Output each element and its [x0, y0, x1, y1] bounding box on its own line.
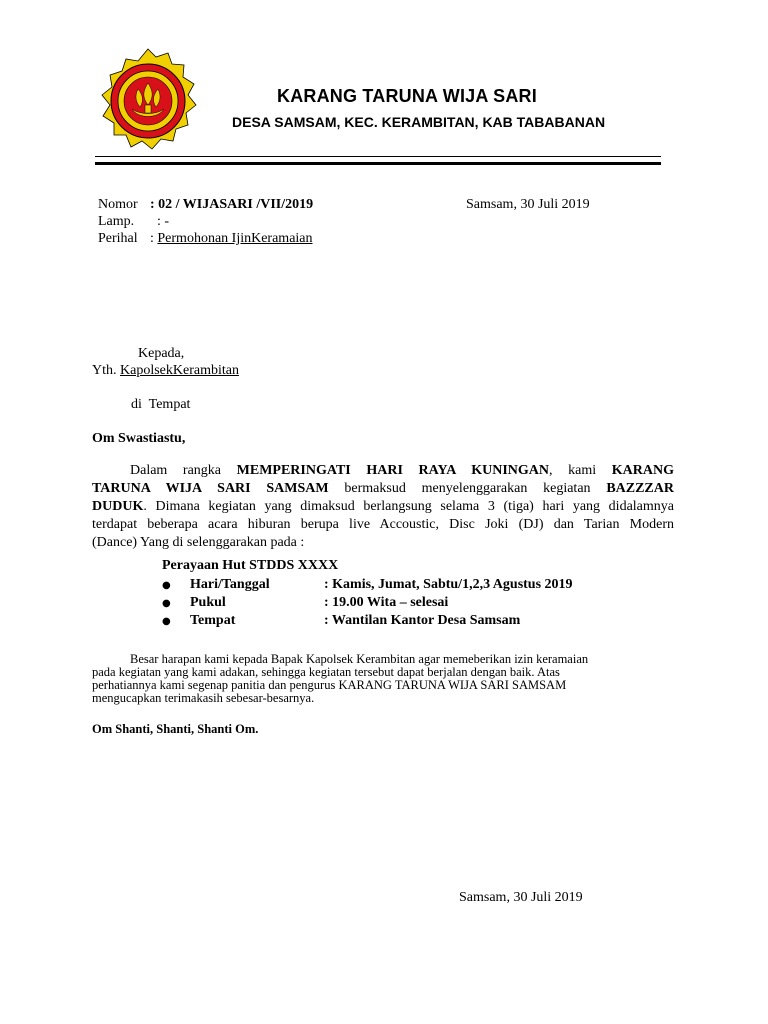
kepada-label: Kepada, [138, 346, 185, 361]
para2-line-4: mengucapkan terimakasih sebesar-besarnya. [92, 691, 315, 705]
letter-date-bottom: Samsam, 30 Juli 2019 [459, 890, 583, 905]
bullet-icon: ● [162, 597, 171, 609]
event-title: Perayaan Hut STDDS XXXX [162, 558, 339, 573]
header-divider-thin [95, 156, 661, 157]
nomor-label: Nomor [98, 197, 138, 212]
list-item [162, 594, 573, 612]
event-detail-key: Hari/Tanggal [190, 577, 270, 592]
list-item [162, 612, 573, 630]
nomor-value: : 02 / WIJASARI /VII/2019 [150, 197, 314, 212]
perihal-separator: : [150, 231, 158, 246]
bullet-icon: ● [162, 615, 171, 627]
perihal-row [98, 231, 313, 248]
event-detail-value: : Wantilan Kantor Desa Samsam [324, 613, 521, 628]
lamp-row [98, 214, 313, 231]
header-divider-thick [95, 162, 661, 165]
organization-name: KARANG TARUNA WIJA SARI [277, 86, 537, 106]
event-detail-key: Tempat [190, 613, 236, 628]
para1-line-2 [92, 480, 674, 498]
bullet-icon: ● [162, 579, 171, 591]
para1-text: bermaksud menyelenggarakan kegiatan [328, 481, 607, 496]
org-emphasis: TARUNA WIJA SARI SAMSAM [92, 481, 329, 496]
para2-line-1: Besar harapan kami kepada Bapak Kapolsek Kerambitan agar memeberikan izin keramaian [130, 652, 589, 666]
event-occasion: MEMPERINGATI HARI RAYA KUNINGAN [236, 463, 550, 478]
organization-address: DESA SAMSAM, KEC. KERAMBITAN, KAB TABABANAN [232, 114, 606, 130]
letter-date-top: Samsam, 30 Juli 2019 [466, 197, 590, 212]
event-detail-value: : Kamis, Jumat, Sabtu/1,2,3 Agustus 2019 [324, 577, 573, 592]
perihal-value: Permohonan IjinKeramaian [157, 231, 313, 246]
karang-taruna-emblem-icon [86, 48, 210, 154]
para1-line-4: terdapat beberapa acara hiburan berupa live Accoustic, Disc Joki (DJ) dan Tarian Modern [92, 517, 674, 532]
org-emphasis: KARANG [611, 463, 674, 478]
event-detail-value: : 19.00 Wita – selesai [324, 595, 449, 610]
para1-line-1 [92, 462, 674, 480]
event-detail-key: Pukul [190, 595, 226, 610]
body-paragraph-1 [92, 462, 674, 552]
para1-line-3 [92, 498, 674, 516]
para2-line-3: perhatiannya kami segenap panitia dan pengurus KARANG TARUNA WIJA SARI SAMSAM [92, 678, 567, 692]
para1-line-5: (Dance) Yang di selenggarakan pada : [92, 535, 305, 550]
event-name-emphasis: DUDUK [92, 499, 144, 514]
greeting: Om Swastiastu, [92, 431, 186, 446]
event-details-list [162, 576, 573, 630]
para1-text: . Dimana kegiatan yang dimaksud berlangsung selama 3 (tiga) hari yang didalamnya [143, 499, 674, 514]
recipient-line [92, 363, 239, 379]
recipient-name: KapolsekKerambitan [120, 363, 239, 378]
para1-text: , kami [549, 463, 612, 478]
lamp-label: Lamp. [98, 214, 135, 229]
di-tempat: di Tempat [131, 397, 191, 412]
yth-prefix: Yth. [92, 363, 120, 378]
lamp-value: : - [150, 214, 170, 229]
para1-text: Dalam rangka [130, 463, 237, 478]
para2-line-2: pada kegiatan yang kami adakan, sehingga kegiatan tersebut dapat berjalan dengan baik. Atas [92, 665, 560, 679]
perihal-label: Perihal [98, 231, 138, 246]
list-item [162, 576, 573, 594]
nomor-row [98, 197, 313, 214]
reference-block [98, 197, 313, 248]
event-name-emphasis: BAZZZAR [606, 481, 674, 496]
closing-salutation: Om Shanti, Shanti, Shanti Om. [92, 722, 259, 736]
body-paragraph-2 [92, 653, 588, 705]
